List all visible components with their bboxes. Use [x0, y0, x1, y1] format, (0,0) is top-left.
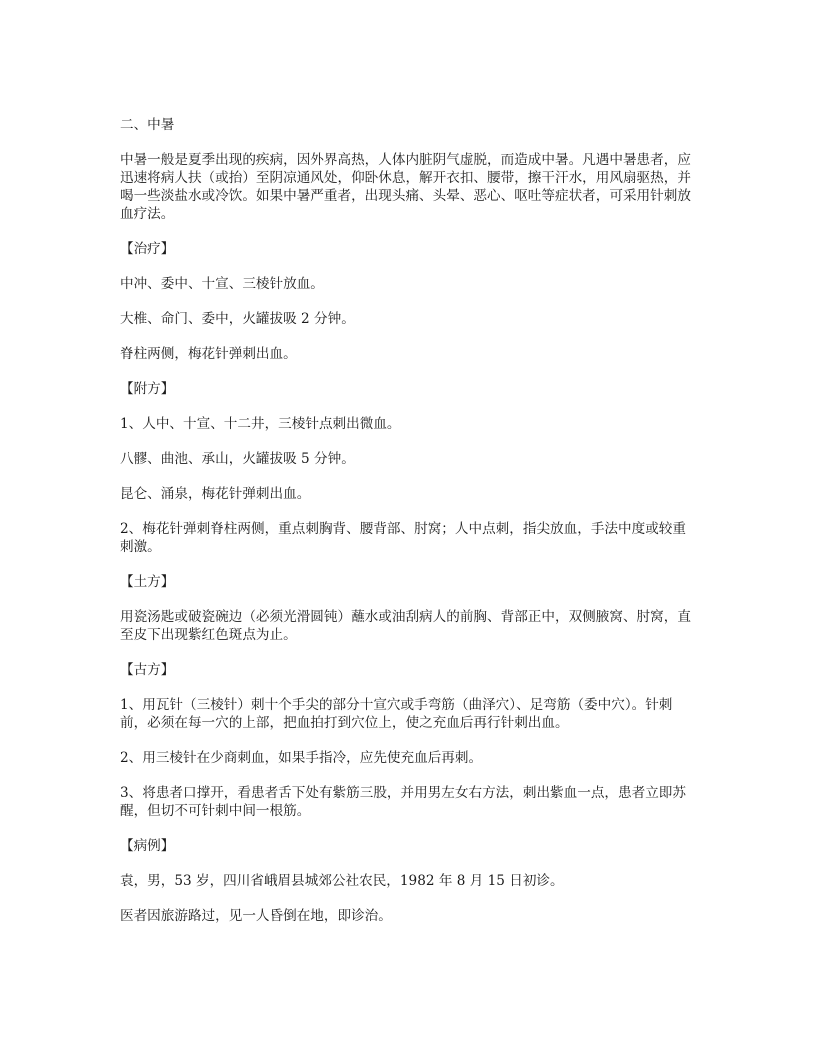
- paragraph: 大椎、命门、委中，火罐拔吸 2 分钟。: [120, 311, 355, 327]
- paragraph: 袁，男，53 岁，四川省峨眉县城郊公社农民，1982 年 8 月 15 日初诊。: [120, 873, 564, 889]
- document-page: [120, 116, 698, 942]
- paragraph: 1、用瓦针（三棱针）刺十个手尖的部分十宣穴或手弯筋（曲泽穴）、足弯筋（委中穴）。针刺前，必须在每一穴的上部，把血拍打到穴位上，使之充血后再行针刺出血。: [120, 697, 673, 731]
- paragraph: 3、将患者口撑开，看患者舌下处有紫筋三股，并用男左女右方法，刺出紫血一点，患者立即苏醒，但切不可针刺中间一根筋。: [120, 785, 686, 819]
- heading-folk-remedy: 【土方】: [120, 574, 175, 590]
- section-title: 二、中暑: [120, 117, 175, 133]
- paragraph: 脊柱两侧，梅花针弹刺出血。: [120, 346, 297, 362]
- paragraph: 1、人中、十宣、十二井，三棱针点刺出微血。: [120, 416, 401, 432]
- paragraph: 2、用三棱针在少商刺血，如果手指冷，应先使充血后再刺。: [120, 750, 483, 766]
- paragraph: 八髎、曲池、承山，火罐拔吸 5 分钟。: [120, 451, 355, 467]
- paragraph: 用瓷汤匙或破瓷碗边（必须光滑圆钝）蘸水或油刮病人的前胸、背部正中，双侧腋窝、肘窝，直至皮下出现紫红色斑点为止。: [120, 609, 691, 643]
- heading-case-study: 【病例】: [120, 838, 175, 854]
- paragraph: 医者因旅游路过，见一人昏倒在地，即诊治。: [120, 908, 392, 924]
- heading-supplementary-prescription: 【附方】: [120, 381, 175, 397]
- intro-paragraph: 中暑一般是夏季出现的疾病，因外界高热，人体内脏阴气虚脱，而造成中暑。凡遇中暑患者，应迅速将病人扶（或抬）至阴凉通风处，仰卧休息，解开衣扣、腰带，擦干汗水，用风扇驱热，并喝一些淡盐水或冷饮。如果中暑严重者，出现头痛、头晕、恶心、呕吐等症状者，可采用针刺放血疗法。: [120, 152, 691, 222]
- heading-treatment: 【治疗】: [120, 241, 175, 257]
- paragraph: 2、梅花针弹刺脊柱两侧，重点刺胸背、腰背部、肘窝；人中点刺，指尖放血，手法中度或较重刺激。: [120, 521, 686, 555]
- paragraph: 昆仑、涌泉，梅花针弹刺出血。: [120, 486, 311, 502]
- paragraph: 中冲、委中、十宣、三棱针放血。: [120, 276, 324, 292]
- heading-ancient-prescription: 【古方】: [120, 662, 175, 678]
